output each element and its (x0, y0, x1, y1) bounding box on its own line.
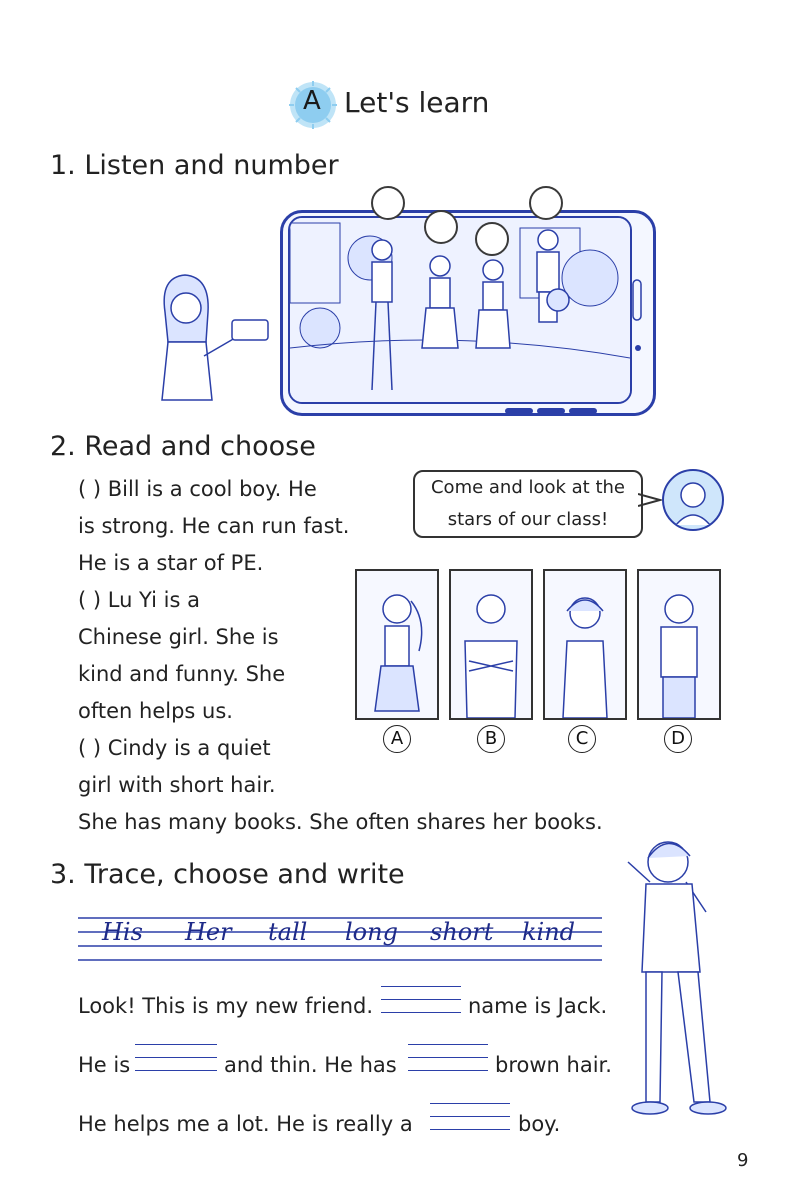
item-bill-line: is strong. He can run fast. (78, 514, 350, 538)
choice-a[interactable]: A (383, 725, 411, 753)
speech-bubble (413, 470, 643, 538)
number-circle-3[interactable] (424, 210, 458, 244)
item-cindy-line: girl with short hair. (78, 773, 276, 797)
picture-frame-d (637, 569, 721, 720)
answer-blank-1[interactable] (381, 986, 461, 1024)
trace-word-short: short (430, 918, 494, 946)
item-luyi-line: Chinese girl. She is (78, 625, 279, 649)
sentence3-end: boy. (518, 1112, 561, 1136)
answer-blank-2[interactable] (135, 1044, 217, 1084)
boy-jack-illustration (620, 822, 730, 1122)
section2-title: 2. Read and choose (50, 431, 316, 462)
girl-short-hair-illustration (545, 571, 625, 718)
sentence1-end: name is Jack. (468, 994, 608, 1018)
choice-b[interactable]: B (477, 725, 505, 753)
girl-ponytail-illustration (357, 571, 437, 718)
picture-frame-b (449, 569, 533, 720)
trace-word-long: long (345, 918, 398, 946)
choice-c[interactable]: C (568, 725, 596, 753)
item-luyi-line: often helps us. (78, 699, 233, 723)
girl-with-phone-illustration (140, 272, 275, 404)
item-bill-line: He is a star of PE. (78, 551, 264, 575)
item-bill-line: ( ) Bill is a cool boy. He (78, 477, 317, 501)
trace-word-kind: kind (522, 918, 576, 946)
section3-title: 3. Trace, choose and write (50, 859, 405, 890)
page-number: 9 (737, 1150, 749, 1171)
phone-screen-scene (288, 216, 632, 404)
trace-word-his: His (102, 918, 143, 946)
girl-avatar-icon (658, 465, 728, 535)
speech-line: Come and look at the (430, 477, 626, 498)
phone-buttons (505, 408, 600, 418)
sentence3-start: He helps me a lot. He is really a (78, 1112, 413, 1136)
item-luyi-line: kind and funny. She (78, 662, 286, 686)
trace-word-tall: tall (268, 918, 308, 946)
sentence2-middle: and thin. He has (224, 1053, 397, 1077)
number-circle-4[interactable] (475, 222, 509, 256)
sentence2-start: He is (78, 1053, 131, 1077)
phone-status-bar (630, 230, 646, 370)
choice-d[interactable]: D (664, 725, 692, 753)
item-cindy-line: She has many books. She often shares her books. (78, 810, 603, 834)
speech-line: stars of our class! (447, 509, 609, 530)
answer-blank-4[interactable] (430, 1103, 510, 1143)
sentence2-end: brown hair. (495, 1053, 612, 1077)
section-badge-letter: A (303, 86, 321, 116)
number-circle-1[interactable] (371, 186, 405, 220)
lesson-title: Let's learn (344, 86, 490, 119)
sentence1-start: Look! This is my new friend. (78, 994, 374, 1018)
item-cindy (78, 730, 638, 841)
picture-frame-a (355, 569, 439, 720)
school-scene-illustration (290, 218, 630, 402)
boy-hand-on-hip-illustration (639, 571, 719, 718)
trace-word-her: Her (185, 918, 232, 946)
item-bill (78, 471, 378, 582)
number-circle-2[interactable] (529, 186, 563, 220)
item-luyi-line: ( ) Lu Yi is a (78, 588, 200, 612)
item-luyi (78, 582, 358, 730)
item-cindy-line: ( ) Cindy is a quiet (78, 736, 271, 760)
picture-frame-c (543, 569, 627, 720)
section1-title: 1. Listen and number (50, 150, 339, 181)
answer-blank-3[interactable] (408, 1044, 488, 1084)
boy-arms-crossed-illustration (451, 571, 531, 718)
